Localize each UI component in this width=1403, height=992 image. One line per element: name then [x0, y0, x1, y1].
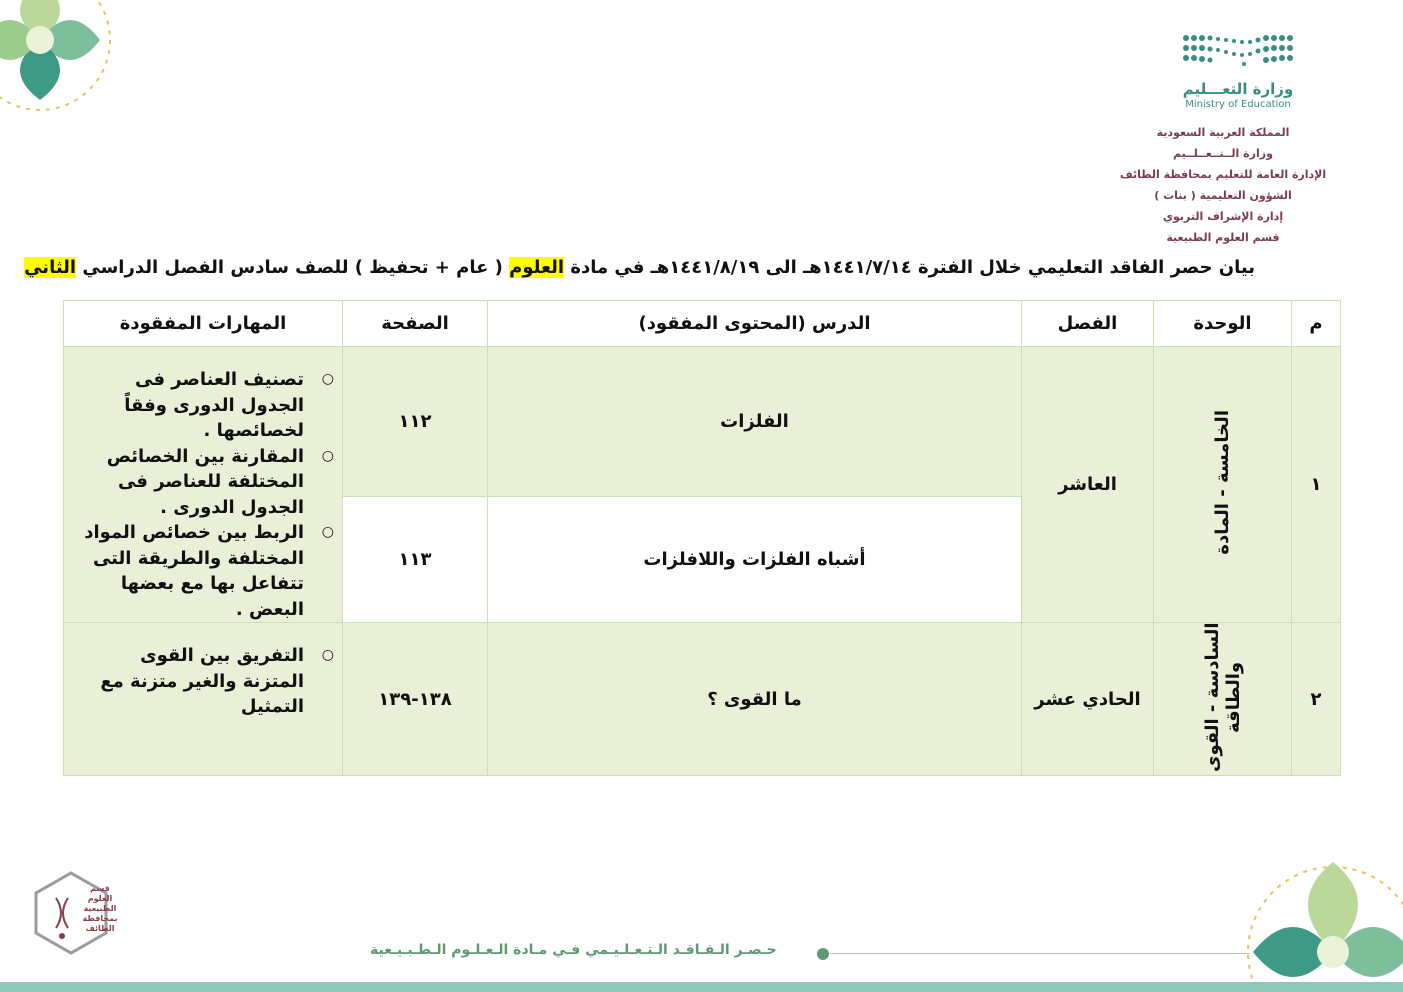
row-chapter: الحادي عشر: [1022, 623, 1154, 776]
row-skills: [64, 347, 343, 623]
header-lines: [1113, 122, 1333, 248]
row-skills: [64, 623, 343, 776]
footer-dot: [817, 948, 829, 960]
title-part-2: ( عام + تحفيظ ) للصف سادس الفصل الدراسي: [76, 257, 510, 278]
footer-divider: [830, 953, 1250, 954]
bottom-bar: [0, 982, 1403, 992]
row-lesson: ما القوى ؟: [488, 623, 1022, 776]
row-page: ١١٣: [343, 497, 488, 623]
header-line: المملكة العربية السعودية: [1156, 126, 1290, 139]
title-part-1: بيان حصر الفاقد التعليمي خلال الفترة ١٤٤١/٧/١٤هـ الى ١٤٤١/٨/١٩هـ في مادة: [564, 257, 1255, 278]
skill-item: ○ تصنيف العناصر فى الجدول الدورى وفقاً لخصائصها .: [84, 367, 304, 444]
row-num: ٢: [1292, 623, 1341, 776]
department-logo-text: قسم العلوم الطبيعية بمحافظة الطائف: [82, 884, 118, 933]
header-line: إدارة الإشراف التربوي: [1162, 210, 1284, 223]
row-unit-cell: [1154, 347, 1292, 623]
skill-item: ○ الربط بين خصائص المواد المختلفة والطريقة التى تتفاعل بها مع بعضها البعض .: [84, 520, 304, 622]
skill-item: ○ المقارنة بين الخصائص المختلفة للعناصر فى الجدول الدورى .: [84, 444, 304, 521]
row-page: ١٣٨-١٣٩: [343, 623, 488, 776]
row-unit: السادسة - القوى والطاقة: [1201, 621, 1244, 772]
row-chapter: العاشر: [1022, 347, 1154, 623]
table-header-row: [64, 301, 1341, 347]
decorative-flower-bottom-right: [1223, 842, 1403, 992]
header-chapter: الفصل: [1022, 301, 1154, 347]
header-unit: الوحدة: [1154, 301, 1292, 347]
ministry-name-arabic: وزارة التعـــليم: [1182, 80, 1294, 98]
row-lesson: أشباه الفلزات واللافلزات: [488, 497, 1022, 623]
header-line: الشؤون التعليمية ( بنات ): [1154, 189, 1292, 202]
skill-item: ○ التفريق بين القوى المتزنة والغير متزنة مع التمثيل: [84, 643, 304, 720]
title-subject-highlight: العلوم: [509, 257, 565, 278]
table-row: [64, 347, 1341, 497]
header-line: الإدارة العامة للتعليم بمحافظة الطائف: [1119, 168, 1327, 181]
lost-content-table: [63, 300, 1341, 776]
row-page: ١١٢: [343, 347, 488, 497]
header-page: الصفحة: [343, 301, 488, 347]
header-line: قسم العلوم الطبيعية: [1166, 231, 1280, 244]
row-unit: الخامسة - المادة: [1212, 409, 1233, 555]
row-unit-cell: [1154, 623, 1292, 776]
row-num: ١: [1292, 347, 1341, 623]
footer-text: حـصـر الـفـاقـد الـتـعـلـيـمي فـي مـادة الـعـلـوم الـطـبـيـعية: [370, 942, 777, 958]
header-num: م: [1292, 301, 1341, 347]
title-term-highlight: الثاني: [24, 257, 77, 278]
ministry-dots-icon: [1178, 30, 1298, 70]
page-title: [24, 257, 1255, 278]
header-line: وزارة الــتــعــلــيم: [1173, 147, 1273, 160]
table-row: [64, 623, 1341, 776]
header-skills: المهارات المفقودة: [64, 301, 343, 347]
ministry-logo: [1133, 30, 1343, 110]
ministry-name-english: Ministry of Education: [1185, 99, 1291, 110]
row-lesson: الفلزات: [488, 347, 1022, 497]
decorative-flower-top-left: [0, 0, 140, 140]
header-lesson: الدرس (المحتوى المفقود): [488, 301, 1022, 347]
